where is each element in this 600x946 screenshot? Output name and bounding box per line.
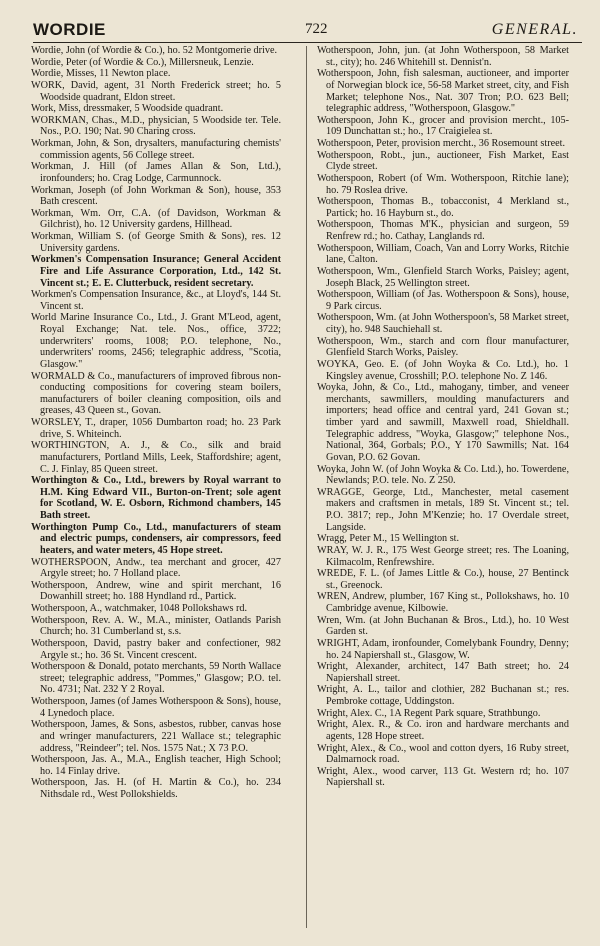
directory-entry: Wotherspoon, Robt., jun., auctioneer, Fish Market, East Clyde street. bbox=[317, 149, 569, 173]
directory-entry: Woyka, John W. (of John Woyka & Co. Ltd.), ho. Towerdene, Newlands; P.O. tele. No. Z 250. bbox=[317, 463, 569, 487]
directory-entry: WRAGGE, George, Ltd., Manchester, metal casement makers and craftsmen in metals, 189 St. Vincent st.; tel. P.O. 3817; rep., John M'Kenzie; ho. 17 Overdale street, Langside. bbox=[317, 486, 569, 533]
directory-entry: Workmen's Compensation Insurance; General Accident Fire and Life Assurance Corporation, Ltd., 142 St. Vincent st.; E. E. Clutterbuck, resident secretary. bbox=[31, 254, 281, 289]
directory-entry: Wotherspoon, Wm. (at John Wotherspoon's, 58 Market street, city), ho. 948 Sauchiehall st. bbox=[317, 312, 569, 335]
directory-entry: Worthington Pump Co., Ltd., manufacturers of steam and electric pumps, condensers, air compressors, feed heaters, and water meters, 45 Hope street. bbox=[31, 521, 281, 556]
directory-entry: Wotherspoon, John, jun. (at John Wotherspoon, 58 Market st., city); ho. 246 Whitehill st. Dennist'n. bbox=[317, 45, 569, 68]
directory-entry: Wotherspoon, Jas. H. (of H. Martin & Co.), ho. 234 Nithsdale rd., West Pollokshields. bbox=[31, 777, 281, 800]
directory-entry: Wright, Alex., & Co., wool and cotton dyers, 16 Ruby street, Dalmarnock road. bbox=[317, 742, 569, 766]
directory-entry: Wotherspoon, Peter, provision mercht., 36 Rosemount street. bbox=[317, 138, 566, 149]
directory-entry: WORMALD & Co., manufacturers of improved fibrous non-conducting compositions for covering steam boilers, manufacturers of boiler cleaning composition, oils and greases, 43 Queen st., Govan. bbox=[31, 370, 281, 417]
directory-entry: Work, Miss, dressmaker, 5 Woodside quadrant. bbox=[31, 103, 224, 115]
directory-entry: WORSLEY, T., draper, 1056 Dumbarton road; ho. 23 Park drive, S. Whiteinch. bbox=[31, 417, 281, 440]
directory-entry: Wright, A. L., tailor and clothier, 282 Buchanan st.; res. Pembroke cottage, Uddingston. bbox=[317, 684, 569, 707]
left-column bbox=[31, 45, 281, 801]
directory-entry: Wotherspoon, Thomas B., tobacconist, 4 Merkland st., Partick; ho. 16 Hayburn st., do. bbox=[317, 196, 569, 219]
running-head-right: GENERAL. bbox=[491, 21, 578, 38]
column-divider bbox=[306, 46, 307, 928]
directory-entry: WORTHINGTON, A. J., & Co., silk and braid manufacturers, Portland Mills, Leek, Staffordshire; agent, C. J. Finlay, 85 Queen street. bbox=[31, 440, 281, 475]
directory-entry: WOYKA, Geo. E. (of John Woyka & Co. Ltd.), ho. 1 Kingsley avenue, Crosshill; P.O. telephone No. Z 146. bbox=[317, 358, 569, 382]
directory-entry: World Marine Insurance Co., Ltd., J. Grant M'Leod, agent, Royal Exchange; Nat. tele. Nos., office, 3722; underwriters' rooms, 1008; P.O. telephone, No., underwriters' rooms, 2456; telegraphic address, "Scotia, Glasgow." bbox=[31, 312, 281, 370]
directory-entry: Wotherspoon, James (of James Wotherspoon & Sons), house, 4 Lynedoch place. bbox=[31, 696, 281, 719]
directory-entry: Wordie, Misses, 11 Newton place. bbox=[31, 68, 171, 80]
directory-entry: Workman, Wm. Orr, C.A. (of Davidson, Workman & Gilchrist), ho. 12 University gardens, Hillhead. bbox=[31, 207, 281, 231]
directory-entry: Wotherspoon, James, & Sons, asbestos, rubber, canvas hose and wringer manufacturers, 221 Wallace st.; telegraphic address, "Reindeer"; tel. Nos. 1575 Nat.; X 73 P.O. bbox=[31, 719, 281, 754]
directory-entry: Workmen's Compensation Insurance, &c., at Lloyd's, 144 St. Vincent st. bbox=[31, 289, 281, 312]
directory-entry: Woyka, John, & Co., Ltd., mahogany, timber, and veneer merchants, sawmillers, moulding manufacturers and importers; head office and central yard, 241 Govan st.; timber yard and sawmill, Maxwell road, Shieldhall. Telegraphic address, "Woyka, Glasgow;" telephone Nos., National, 364, Gorbals; P.O., Y 170 Sawmills; Nat. 164 Govan, P.O. 62 Govan. bbox=[317, 382, 569, 463]
directory-entry: Wotherspoon, A., watchmaker, 1048 Pollokshaws rd. bbox=[31, 603, 248, 614]
directory-entry: Wotherspoon, John K., grocer and provision mercht., 105-109 Dunchattan st.; ho., 17 Craigielea st. bbox=[317, 114, 569, 138]
directory-entry: WRAY, W. J. R., 175 West George street; res. The Loaning, Kilmacolm, Renfrewshire. bbox=[317, 544, 569, 568]
directory-entry: Wotherspoon, Andrew, wine and spirit merchant, 16 Dowanhill street; ho. 188 Hyndland rd., Partick. bbox=[31, 579, 281, 603]
directory-entry: WREN, Andrew, plumber, 167 King st., Pollokshaws, ho. 10 Cambridge avenue, Kilbowie. bbox=[317, 591, 569, 614]
page-header bbox=[33, 18, 582, 43]
directory-entry: WORKMAN, Chas., M.D., physician, 5 Woodside ter. Tele. Nos., P.O. 190; Nat. 90 Charing cross. bbox=[31, 114, 281, 138]
directory-entry: Wotherspoon & Donald, potato merchants, 59 North Wallace street; telegraphic address, "Pommes," Glasgow; P.O. tel. No. 4731; Nat. 232 Y 2 Royal. bbox=[31, 661, 281, 696]
directory-entry: Wotherspoon, William, Coach, Van and Lorry Works, Ritchie lane, Calton. bbox=[317, 242, 569, 266]
directory-entry: Wright, Alexander, architect, 147 Bath street; ho. 24 Napiershall street. bbox=[317, 661, 569, 684]
directory-entry: Workman, William S. (of George Smith & Sons), res. 12 University gardens. bbox=[31, 231, 281, 254]
directory-entry: Wotherspoon, Thomas M'K., physician and surgeon, 59 Renfrew rd.; ho. Cathay, Langlands rd. bbox=[317, 219, 569, 242]
directory-entry: Workman, Joseph (of John Workman & Son), house, 353 Bath crescent. bbox=[31, 184, 281, 208]
directory-entry: Wotherspoon, William (of Jas. Wotherspoon & Sons), house, 9 Park circus. bbox=[317, 289, 569, 312]
directory-entry: Wragg, Peter M., 15 Wellington st. bbox=[317, 533, 460, 545]
directory-entry: WOTHERSPOON, Andw., tea merchant and grocer, 427 Argyle street; ho. 7 Holland place. bbox=[31, 556, 281, 580]
directory-entry: Wordie, John (of Wordie & Co.), ho. 52 Montgomerie drive. bbox=[31, 45, 278, 56]
directory-entry: Wright, Alex. R., & Co. iron and hardware merchants and agents, 128 Hope street. bbox=[317, 719, 569, 742]
page-number: 722 bbox=[305, 21, 328, 37]
right-column bbox=[317, 45, 569, 789]
directory-entry: WRIGHT, Adam, ironfounder, Comelybank Foundry, Denny; ho. 24 Napiershall st., Glasgow, W. bbox=[317, 637, 569, 661]
directory-entry: Wotherspoon, Rev. A. W., M.A., minister, Oatlands Parish Church; ho. 31 Cumberland st, s.s. bbox=[31, 614, 281, 638]
directory-entry: Workman, J. Hill (of James Allan & Son, Ltd.), ironfounders; ho. Crag Lodge, Carmunnock. bbox=[31, 161, 281, 184]
directory-entry: WREDE, F. L. (of James Little & Co.), house, 27 Bentinck st., Greenock. bbox=[317, 568, 569, 591]
running-head-left: WORDIE bbox=[33, 20, 106, 39]
directory-entry: Workman, John, & Son, drysalters, manufacturing chemists' commission agents, 56 College street. bbox=[31, 138, 281, 161]
directory-entry: Wright, Alex., wood carver, 113 Gt. Western rd; ho. 107 Napiershall st. bbox=[317, 765, 569, 789]
directory-entry: Wordie, Peter (of Wordie & Co.), Millersneuk, Lenzie. bbox=[31, 56, 254, 68]
directory-entry: Wotherspoon, David, pastry baker and confectioner, 982 Argyle st.; ho. 36 St. Vincent crescent. bbox=[31, 637, 281, 661]
directory-entry: WORK, David, agent, 31 North Frederick street; ho. 5 Woodside quadrant, Eldon street. bbox=[31, 79, 281, 103]
directory-entry: Wright, Alex. C., 1A Regent Park square, Strathbungo. bbox=[317, 707, 541, 719]
directory-entry: Wotherspoon, Robert (of Wm. Wotherspoon, Ritchie lane); ho. 79 Roslea drive. bbox=[317, 172, 569, 196]
directory-entry: Wotherspoon, Wm., starch and corn flour manufacturer, Glenfield Starch Works, Paisley. bbox=[317, 335, 569, 359]
directory-entry: Wotherspoon, Jas. A., M.A., English teacher, High School; ho. 14 Finlay drive. bbox=[31, 754, 281, 777]
directory-entry: Worthington & Co., Ltd., brewers by Royal warrant to H.M. King Edward VII., Burton-on-Trent; sole agent for Scotland, W. E. Osborn, Richmond chambers, 145 Bath street. bbox=[31, 475, 281, 521]
directory-entry: Wotherspoon, John, fish salesman, auctioneer, and importer of Norwegian block ice, 56-58 Market street, city, and Fish Market; telephone Nos., Nat. 307 Tron; P.O. 623 Bell; telegraphic address, "Wotherspoon, Glasgow." bbox=[317, 68, 569, 115]
directory-entry: Wotherspoon, Wm., Glenfield Starch Works, Paisley; agent, Joseph Black, 25 Wellington street. bbox=[317, 265, 569, 289]
directory-entry: Wren, Wm. (at John Buchanan & Bros., Ltd.), ho. 10 West Garden st. bbox=[317, 614, 569, 638]
